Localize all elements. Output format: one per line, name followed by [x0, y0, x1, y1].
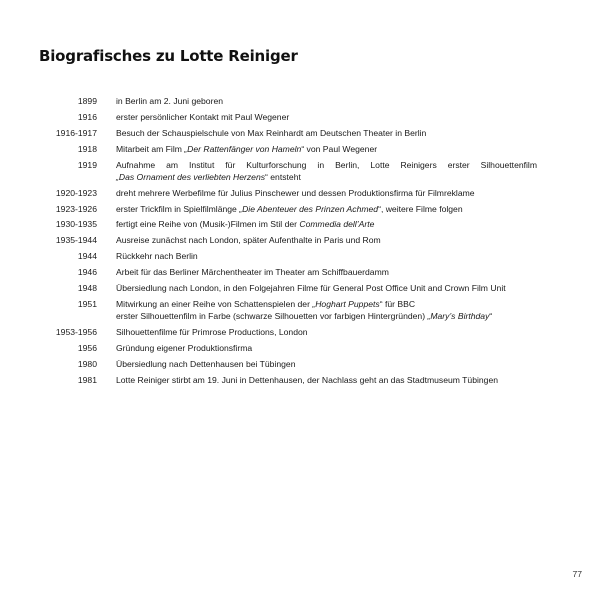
entry-text-segment: erster Silhouettenfilm in Farbe (schwarze Silhouetten vor farbigen Hintergründen): [116, 311, 428, 322]
entry-text-segment: Arbeit für das Berliner Märchentheater im Theater am Schiffbauerdamm: [116, 267, 389, 278]
timeline-entry: [0, 234, 600, 246]
timeline-entry: [0, 143, 600, 155]
entry-title-italic: „Hoghart Puppets: [312, 298, 380, 309]
entry-title-italic: „Der Rattenfänger von Hameln: [184, 143, 302, 154]
timeline-entry: [0, 159, 600, 183]
entry-text: [116, 218, 537, 230]
entry-line: [116, 218, 537, 230]
timeline-entry: [0, 326, 600, 338]
entry-line: [116, 250, 537, 262]
entry-text-segment: Mitarbeit am Film: [116, 143, 185, 154]
entry-text: [116, 234, 537, 246]
entry-year: 1956: [77, 342, 97, 353]
entry-year: 1920-1923: [55, 187, 97, 198]
timeline-entry: [0, 218, 600, 230]
entry-year: 1953-1956: [55, 326, 97, 337]
timeline-entry: [0, 298, 600, 322]
entry-text: [116, 298, 537, 322]
entry-text-segment: Übersiedlung nach London, in den Folgejahren Filme für General Post Office Unit and Crown Film Unit: [116, 283, 506, 293]
entry-line: [116, 358, 537, 370]
timeline-entry: [0, 374, 600, 386]
entry-text-segment: Übersiedlung nach Dettenhausen bei Tübingen: [116, 358, 296, 369]
timeline-entry: [0, 95, 600, 107]
entry-line: [116, 187, 537, 199]
timeline-entry: [0, 342, 600, 354]
entry-text: [116, 159, 537, 183]
entry-line: [116, 266, 537, 278]
entry-text: [116, 374, 537, 386]
entry-text-segment: fertigt eine Reihe von (Musik-)Filmen im Stil der: [116, 219, 300, 230]
entry-text-segment: Besuch der Schauspielschule von Max Reinhardt am Deutschen Theater in Berlin: [116, 127, 427, 138]
entry-year: 1951: [77, 298, 97, 309]
entry-title-italic: „Das Ornament des verliebten Herzens: [116, 171, 266, 182]
entry-text: [116, 266, 537, 278]
entry-text-segment: Gründung eigener Produktionsfirma: [116, 342, 253, 353]
entry-year: 1916: [77, 111, 97, 122]
entry-line: [116, 310, 537, 322]
page-title: Biografisches zu Lotte Reiniger: [39, 47, 298, 65]
timeline-entry: [0, 203, 600, 215]
entry-text-segment: erster persönlicher Kontakt mit Paul Wegener: [116, 111, 290, 122]
entry-line: [116, 143, 537, 155]
entry-text-segment: Mitwirkung an einer Reihe von Schattenspielen der: [116, 298, 313, 309]
timeline-entry: [0, 358, 600, 370]
entry-line: [116, 127, 537, 139]
entry-text-segment: “ für BBC: [379, 298, 416, 309]
entry-year: 1916-1917: [55, 127, 97, 138]
entry-text: [116, 127, 537, 139]
entry-text: [116, 203, 537, 215]
entry-line: [116, 171, 537, 183]
entry-year: 1899: [77, 96, 97, 106]
entry-text: [116, 250, 537, 262]
entry-line: [116, 342, 537, 354]
entry-line: [116, 326, 537, 338]
entry-text: [116, 282, 537, 294]
entry-year: 1946: [77, 267, 97, 278]
entry-text-segment: “ entsteht: [265, 171, 301, 182]
entry-line: [116, 203, 537, 215]
entry-text-segment: dreht mehrere Werbefilme für Julius Pinschewer und dessen Produktionsfirma für Filmreklame: [116, 187, 475, 198]
entry-text: [116, 187, 537, 199]
timeline-entry: [0, 266, 600, 278]
entry-text-segment: in Berlin am 2. Juni geboren: [116, 96, 224, 106]
entry-text-segment: Lotte Reiniger stirbt am 19. Juni in Dettenhausen, der Nachlass geht an das Stadtmuseum Tübingen: [116, 374, 499, 385]
timeline-entry: [0, 187, 600, 199]
entry-year: 1935-1944: [55, 235, 97, 246]
entry-year: 1923-1926: [55, 203, 97, 214]
entry-year: 1919: [77, 159, 97, 170]
entry-title-italic: „Die Abenteuer des Prinzen Achmed: [239, 203, 379, 214]
entry-year: 1918: [77, 143, 97, 154]
page-number: 77: [572, 569, 582, 579]
entry-text: [116, 358, 537, 370]
timeline-entry: [0, 250, 600, 262]
entry-text-segment: “, weitere Filme folgen: [378, 203, 463, 214]
entry-line: [116, 234, 537, 246]
entry-text: [116, 111, 537, 123]
entry-year: 1930-1935: [55, 219, 97, 230]
entry-text-segment: Silhouettenfilme für Primrose Productions, London: [116, 326, 308, 337]
entry-text-segment: Rückkehr nach Berlin: [116, 251, 198, 262]
entry-title-italic: „Mary’s Birthday: [427, 311, 490, 322]
biography-timeline: [0, 95, 600, 390]
entry-text-segment: Ausreise zunächst nach London, später Aufenthalte in Paris und Rom: [116, 235, 381, 246]
entry-year: 1980: [77, 358, 97, 369]
entry-text-segment: “: [489, 311, 493, 322]
entry-line: [116, 298, 537, 310]
entry-year: 1981: [77, 374, 97, 385]
entry-text: [116, 342, 537, 354]
timeline-entry: [0, 111, 600, 123]
entry-line: [116, 159, 537, 171]
entry-text: [116, 95, 537, 107]
entry-line: [116, 374, 537, 386]
entry-year: 1948: [77, 283, 97, 293]
entry-text-segment: “ von Paul Wegener: [301, 143, 378, 154]
timeline-entry: [0, 282, 600, 294]
entry-year: 1944: [77, 251, 97, 262]
entry-line: [116, 95, 537, 107]
entry-line: [116, 111, 537, 123]
entry-title-italic: Commedia dell’Arte: [299, 219, 375, 230]
entry-line: [116, 282, 537, 294]
entry-text-segment: Aufnahme am Institut für Kulturforschung in Berlin, Lotte Reinigers erster Silhouettenfilm: [116, 159, 537, 170]
entry-text: [116, 143, 537, 155]
entry-text: [116, 326, 537, 338]
entry-text-segment: erster Trickfilm in Spielfilmlänge: [116, 203, 240, 214]
timeline-entry: [0, 127, 600, 139]
